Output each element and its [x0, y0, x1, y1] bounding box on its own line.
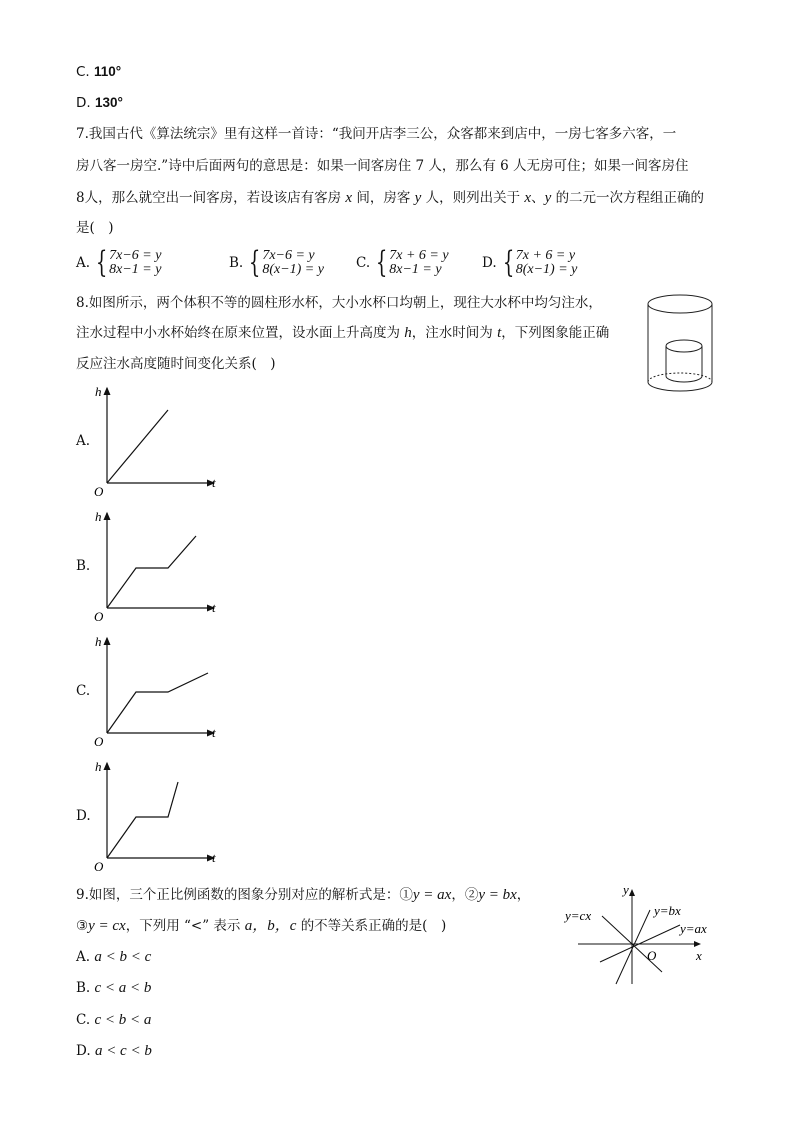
q9-stem-line1: 9.如图，三个正比例函数的图象分别对应的解析式是：①y = ax，②y = bx， [76, 887, 531, 903]
fig-x-label: x [696, 948, 702, 963]
q9-proportional-functions-figure [560, 880, 730, 990]
q9-option-a: A. a < b < c [76, 949, 152, 965]
axis-h-label: h [95, 384, 102, 399]
q8-option-a-label: A. [76, 433, 91, 449]
q6-option-c: C. 110° [76, 64, 122, 80]
q8-graph-d [88, 755, 228, 875]
origin-label: O [94, 734, 104, 749]
fig-y-label: y [623, 882, 629, 897]
q7-option-d: D. { 7x + 6 = y 8(x−1) = y [482, 245, 578, 280]
fig-line-a-label: y=ax [680, 921, 707, 936]
q8-graph-c [88, 630, 228, 750]
q9-stem-line2: ③y = cx，下列用 “<” 表示 a，b，c 的不等关系正确的是( ) [76, 918, 447, 934]
q7-stem-line4: 是( ) [76, 220, 114, 236]
origin-label: O [94, 609, 104, 624]
origin-label: O [94, 859, 104, 874]
cylinders-figure [640, 290, 720, 400]
axis-t-label: t [212, 850, 216, 865]
axis-t-label: t [212, 475, 216, 490]
q7-stem-line3: 8人，那么就空出一间客房，若设该店有客房 x 间，房客 y 人，则列出关于 x、y 的二元一次方程组正确的 [76, 190, 705, 206]
q8-graph-b [88, 505, 228, 625]
origin-label: O [94, 484, 104, 499]
q8-option-b-label: B. [76, 558, 91, 574]
q8-stem-line2: 注水过程中小水杯始终在原来位置，设水面上升高度为 h，注水时间为 t，下列图象能正确 [76, 325, 610, 341]
q8-graph-a [88, 380, 228, 500]
axis-h-label: h [95, 634, 102, 649]
q7-stem-line1: 7.我国古代《算法统宗》里有这样一首诗：“我问开店李三公，众客都来到店中，一房七客多六客，一 [76, 126, 677, 142]
q9-option-d: D. a < c < b [76, 1043, 152, 1059]
q9-option-c: C. c < b < a [76, 1012, 152, 1028]
q7-option-c: C. { 7x + 6 = y 8x−1 = y [356, 245, 449, 280]
q6-option-d: D. 130° [76, 95, 123, 111]
axis-h-label: h [95, 509, 102, 524]
q7-option-a: A. { 7x−6 = y 8x−1 = y [76, 245, 162, 280]
q8-option-d-label: D. [76, 808, 91, 824]
q7-option-b: B. { 7x−6 = y 8(x−1) = y [229, 245, 324, 280]
fig-line-b-label: y=bx [654, 903, 681, 918]
q8-stem-line3: 反应注水高度随时间变化关系( ) [76, 356, 276, 372]
axis-h-label: h [95, 759, 102, 774]
axis-t-label: t [212, 600, 216, 615]
q7-stem-line2: 房八客一房空.”诗中后面两句的意思是：如果一间客房住 7 人，那么有 6 人无房可住；如果一间客房住 [76, 158, 689, 174]
q8-option-c-label: C. [76, 683, 91, 699]
q9-option-b: B. c < a < b [76, 980, 152, 996]
axis-t-label: t [212, 725, 216, 740]
fig-line-c-label: y=cx [565, 908, 592, 923]
q8-stem-line1: 8.如图所示，两个体积不等的圆柱形水杯，大小水杯口均朝上，现往大水杯中均匀注水， [76, 295, 602, 311]
fig-origin-label: O [647, 948, 657, 963]
